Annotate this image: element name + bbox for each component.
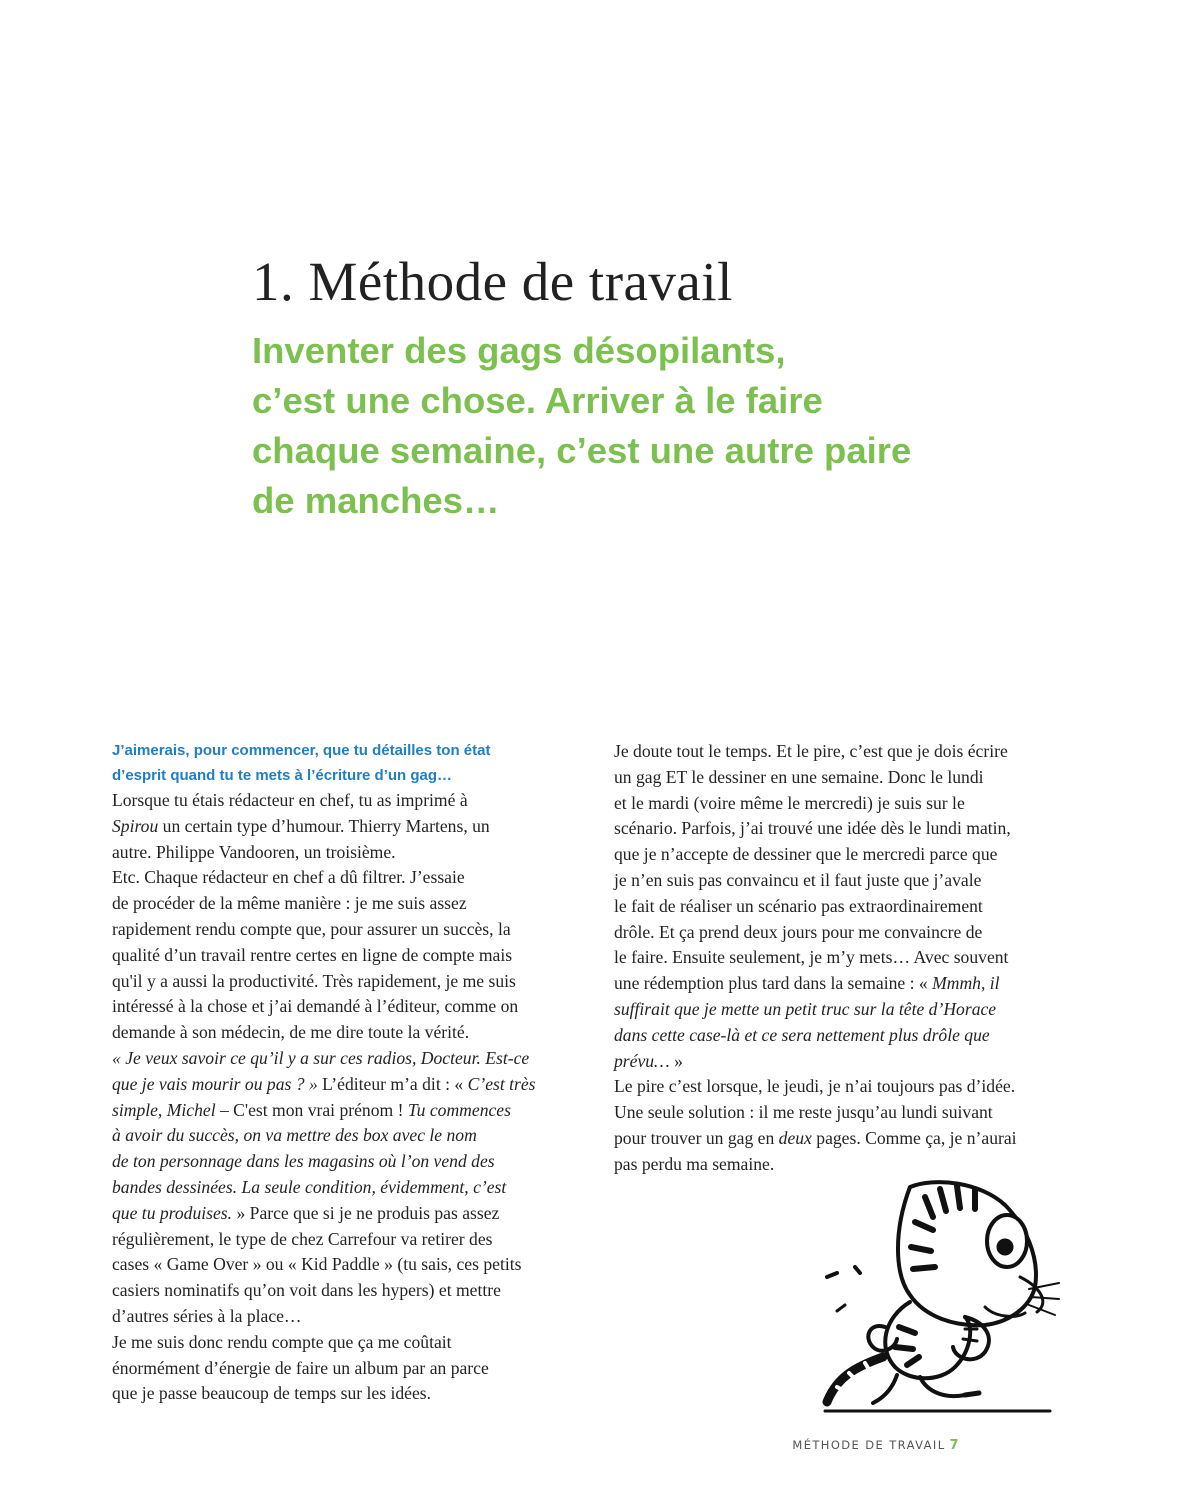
text-run: L’éditeur m’a dit : «: [317, 1073, 468, 1094]
text-line: [614, 1023, 1094, 1049]
text-line: drôle. Et ça prend deux jours pour me convaincre de: [614, 921, 983, 942]
text-line: intéressé à la chose et j’ai demandé à l’éditeur, comme on: [112, 996, 519, 1017]
left-column: [112, 739, 592, 1407]
text-line: énormément d’énergie de faire un album par an parce: [112, 1357, 489, 1378]
quote-run: que tu produises.: [112, 1202, 233, 1223]
running-cat-sketch: [815, 1177, 1060, 1417]
text-line: un gag ET le dessiner en une semaine. Donc le lundi: [614, 766, 984, 787]
text-line: je n’en suis pas convaincu et il faut juste que j’avale: [614, 869, 982, 890]
quote-run: suffirait que je mette un petit truc sur la tête d’Horace: [614, 998, 997, 1019]
text-line: [112, 1098, 592, 1124]
answer-text: [112, 788, 592, 1407]
text-line: Etc. Chaque rédacteur en chef a dû filtrer. J’essaie: [112, 867, 465, 888]
text-line: que je n’accepte de dessiner que le mercredi parce que: [614, 844, 998, 865]
text-line: Une seule solution : il me reste jusqu’au lundi suivant: [614, 1102, 993, 1123]
text-line: Je doute tout le temps. Et le pire, c’est que je dois écrire: [614, 741, 1008, 761]
text-line: cases « Game Over » ou « Kid Paddle » (tu sais, ces petits: [112, 1254, 522, 1275]
text-line: régulièrement, le type de chez Carrefour va retirer des: [112, 1228, 493, 1249]
quote-run: à avoir du succès, on va mettre des box avec le nom: [112, 1125, 477, 1146]
text-line: [112, 1201, 592, 1227]
text-run: pages. Comme ça, je n’aurai: [811, 1127, 1017, 1148]
quote-run: « Je veux savoir ce qu’il y a sur ces radios, Docteur. Est-ce: [112, 1047, 530, 1068]
text-line: Le pire c’est lorsque, le jeudi, je n’ai toujours pas d’idée.: [614, 1076, 1016, 1097]
quote-run: simple, Michel –: [112, 1099, 229, 1120]
text-line: [112, 1149, 592, 1175]
text-line: de procéder de la même manière : je me suis assez: [112, 893, 467, 914]
text-line: demande à son médecin, de me dire toute la vérité.: [112, 1022, 470, 1043]
text-run: un certain type d’humour. Thierry Martens, un: [158, 815, 490, 836]
text-line: et le mardi (voire même le mercredi) je suis sur le: [614, 792, 965, 813]
quote-run: Mmmh, il: [932, 973, 1000, 994]
quote-run: C’est très: [467, 1073, 536, 1094]
text-line: [614, 1049, 1094, 1075]
page-footer: [792, 1438, 960, 1453]
running-head: MÉTHODE DE TRAVAIL: [792, 1438, 946, 1452]
text-line: [614, 971, 1094, 997]
text-line: rapidement rendu compte que, pour assurer un succès, la: [112, 918, 511, 939]
interview-question: [112, 739, 592, 788]
text-line: [112, 1072, 592, 1098]
text-line: que je passe beaucoup de temps sur les idées.: [112, 1383, 432, 1404]
text-line: qu'il y a aussi la productivité. Très rapidement, je me suis: [112, 970, 516, 991]
quote-run: bandes dessinées. La seule condition, évidemment, c’est: [112, 1176, 507, 1197]
text-run: » Parce que si je ne produis pas assez: [232, 1202, 500, 1223]
quote-run: dans cette case-là et ce sera nettement plus drôle que: [614, 1024, 990, 1045]
magazine-title: Spirou: [112, 815, 159, 836]
question-line: d’esprit quand tu te mets à l’écriture d’un gag…: [112, 766, 453, 784]
emphasis-run: deux: [778, 1127, 812, 1148]
text-line: le faire. Ensuite seulement, je m’y mets… Avec souvent: [614, 947, 1009, 968]
subtitle-line: c’est une chose. Arriver à le faire: [252, 380, 823, 421]
text-line: [614, 1126, 1094, 1152]
text-line: Je me suis donc rendu compte que ça me coûtait: [112, 1331, 452, 1352]
quote-run: que je vais mourir ou pas ? »: [112, 1073, 318, 1094]
text-run: »: [669, 1050, 683, 1071]
text-line: [112, 814, 592, 840]
text-line: [112, 1046, 592, 1072]
text-line: le fait de réaliser un scénario pas extraordinairement: [614, 895, 983, 916]
text-line: pas perdu ma semaine.: [614, 1153, 775, 1174]
text-line: qualité d’un travail rentre certes en ligne de compte mais: [112, 944, 513, 965]
subtitle-line: Inventer des gags désopilants,: [252, 330, 786, 371]
subtitle-line: de manches…: [252, 480, 500, 521]
text-line: [614, 997, 1094, 1023]
page-number: 7: [949, 1438, 960, 1453]
text-run: pour trouver un gag en: [614, 1127, 779, 1148]
text-line: scénario. Parfois, j’ai trouvé une idée dès le lundi matin,: [614, 818, 1011, 839]
text-line: casiers nominatifs qu’on voit dans les hypers) et mettre: [112, 1280, 501, 1301]
text-line: [112, 1123, 592, 1149]
question-line: J’aimerais, pour commencer, que tu détailles ton état: [112, 742, 491, 759]
subtitle-line: chaque semaine, c’est une autre paire: [252, 430, 912, 471]
quote-run: Tu commences: [407, 1099, 511, 1120]
chapter-subtitle: [252, 326, 1052, 526]
chapter-title: 1. Méthode de travail: [252, 251, 733, 312]
text-line: [112, 1175, 592, 1201]
quote-run: de ton personnage dans les magasins où l’on vend des: [112, 1151, 495, 1172]
text-run: C'est mon vrai prénom !: [228, 1099, 408, 1120]
text-line: autre. Philippe Vandooren, un troisième.: [112, 841, 396, 862]
text-run: une rédemption plus tard dans la semaine : «: [614, 973, 933, 994]
text-line: Lorsque tu étais rédacteur en chef, tu as imprimé à: [112, 790, 468, 810]
right-column: [614, 739, 1094, 1178]
quote-run: prévu…: [614, 1050, 670, 1071]
text-line: d’autres séries à la place…: [112, 1305, 302, 1326]
